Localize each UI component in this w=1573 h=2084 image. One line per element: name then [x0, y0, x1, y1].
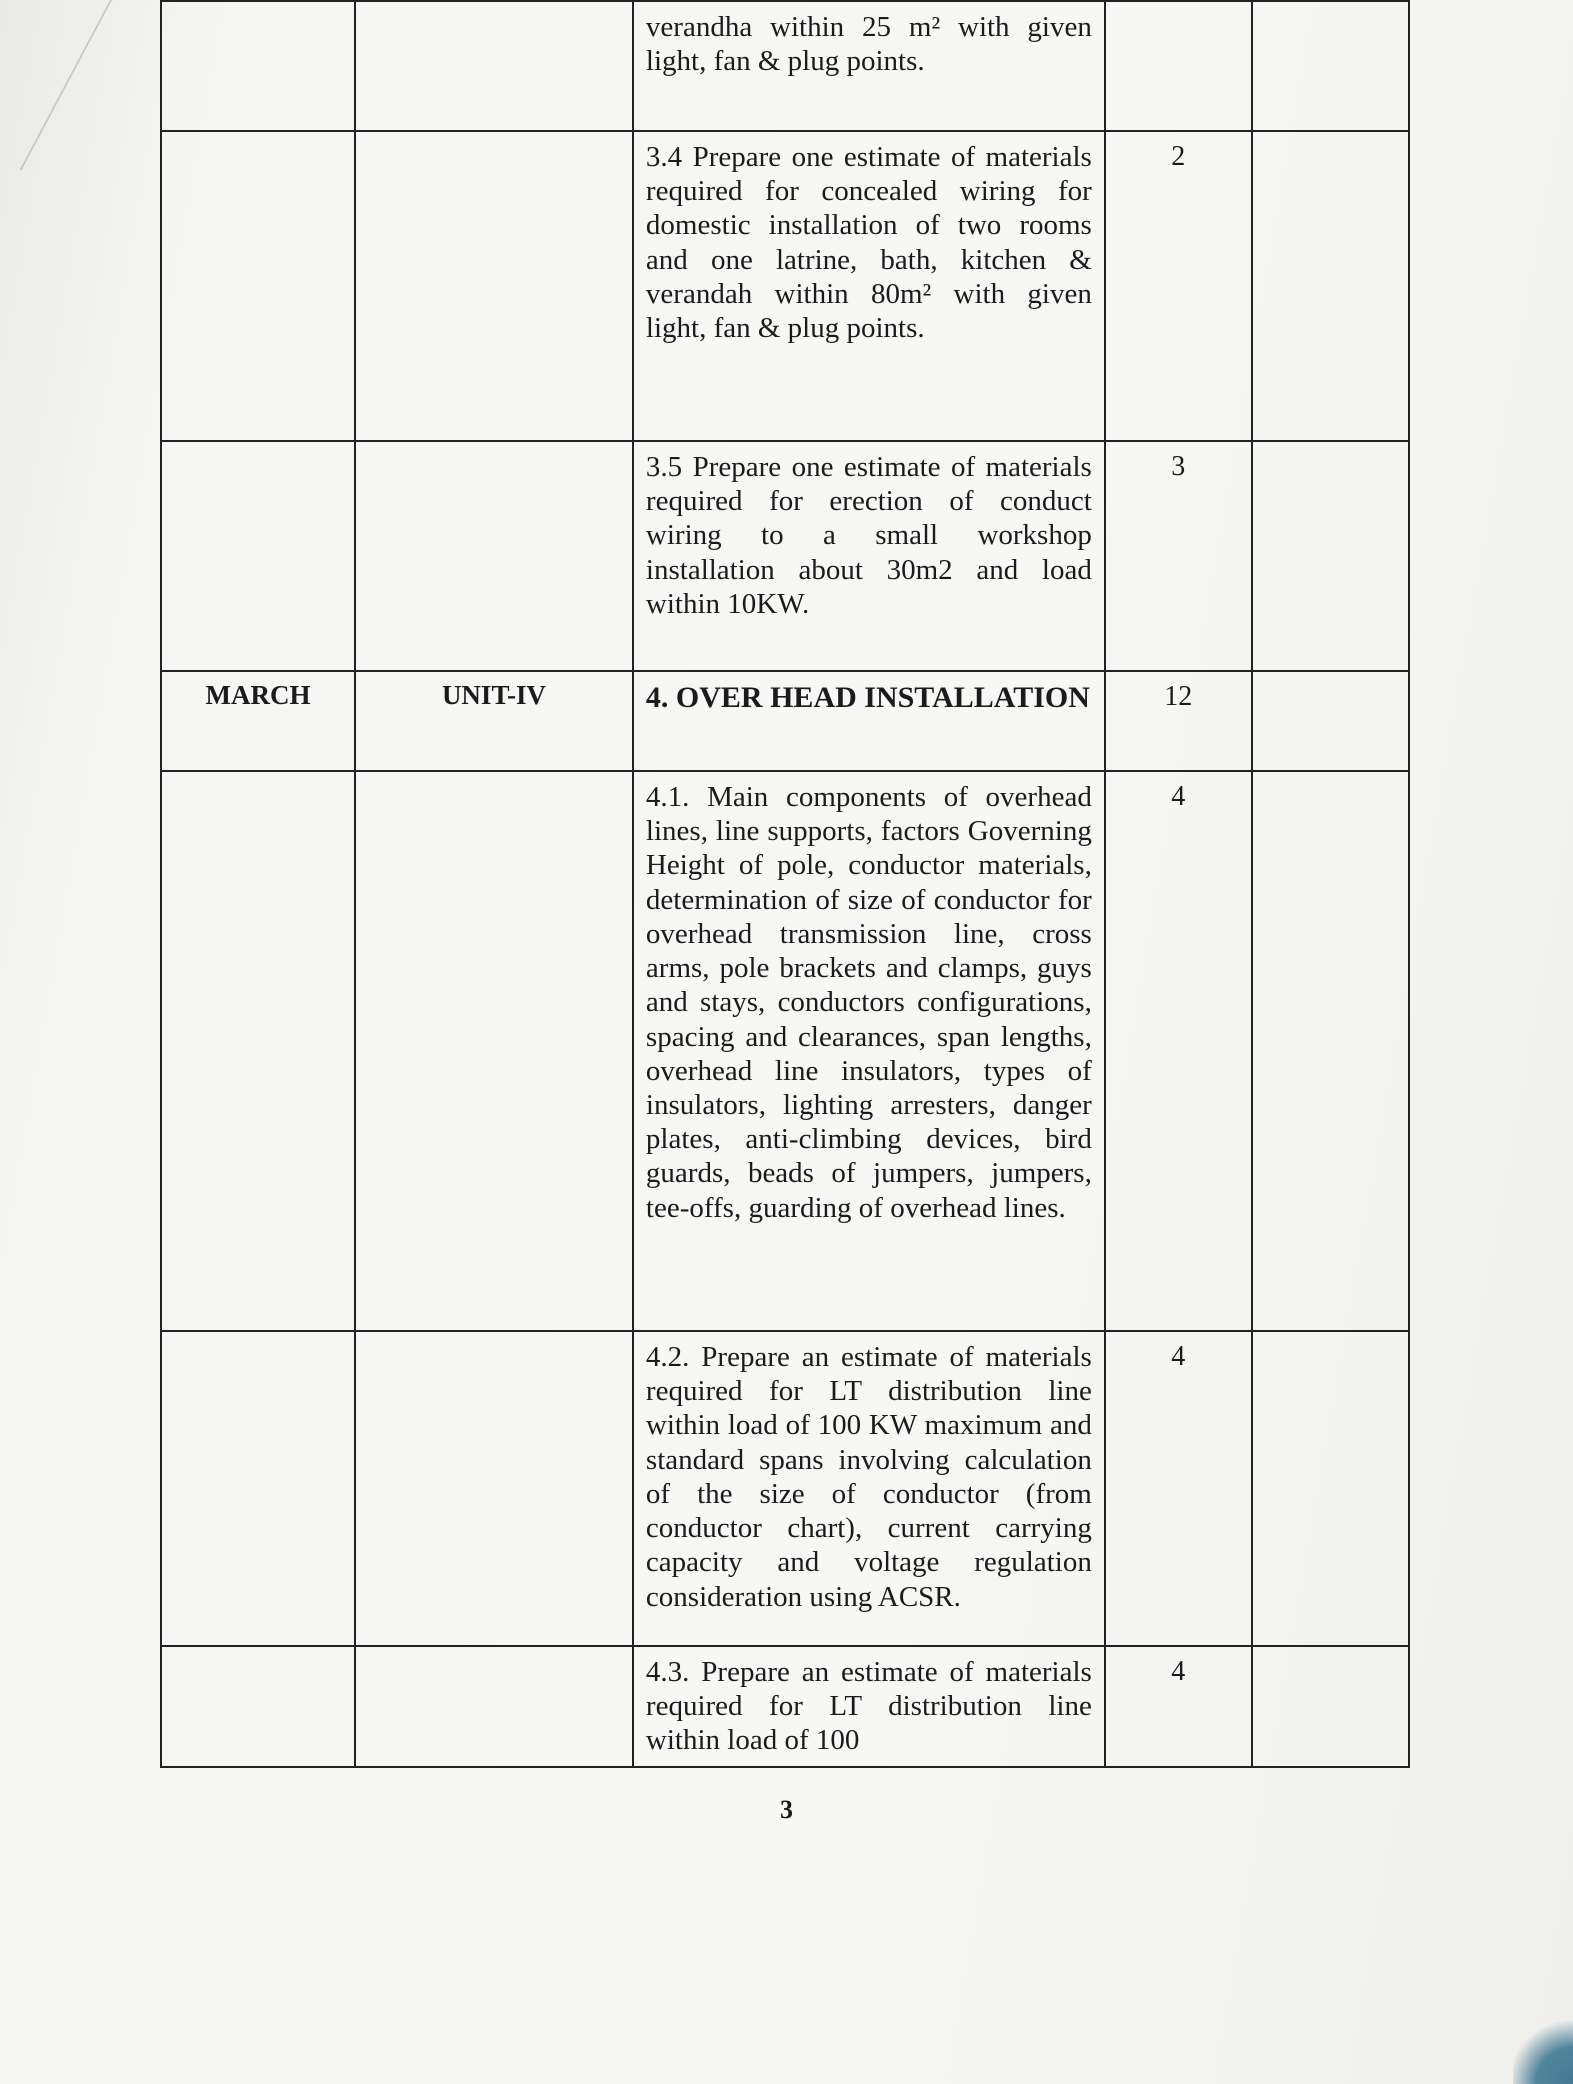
month-cell	[161, 771, 355, 1331]
extra-cell	[1252, 441, 1409, 671]
month-cell	[161, 131, 355, 441]
extra-cell	[1252, 671, 1409, 771]
extra-cell	[1252, 1, 1409, 131]
month-cell	[161, 1, 355, 131]
unit-cell	[355, 441, 633, 671]
table-row	[161, 131, 1409, 441]
month-cell	[161, 1331, 355, 1646]
topic-cell: 3.4 Prepare one estimate of materials required for concealed wiring for domestic installation of two rooms and one latrine, bath, kitchen & verandah within 80m² with given light, fan & plug points.	[633, 131, 1105, 441]
table-row	[161, 1, 1409, 131]
table-row	[161, 1331, 1409, 1646]
month-cell	[161, 1646, 355, 1767]
hours-cell: 12	[1105, 671, 1252, 771]
extra-cell	[1252, 1646, 1409, 1767]
extra-cell	[1252, 1331, 1409, 1646]
month-cell: MARCH	[161, 671, 355, 771]
unit-cell	[355, 1331, 633, 1646]
table-row	[161, 771, 1409, 1331]
page-corner-stain	[1513, 2014, 1573, 2084]
hours-cell: 3	[1105, 441, 1252, 671]
section-heading: 4. OVER HEAD INSTALLATION	[633, 671, 1105, 771]
month-cell	[161, 441, 355, 671]
topic-cell: 4.3. Prepare an estimate of materials required for LT distribution line within load of 100	[633, 1646, 1105, 1767]
extra-cell	[1252, 771, 1409, 1331]
hours-cell	[1105, 1, 1252, 131]
page-fold-shadow	[0, 0, 112, 170]
unit-cell	[355, 771, 633, 1331]
hours-cell: 4	[1105, 771, 1252, 1331]
syllabus-table	[160, 0, 1410, 1768]
table-row	[161, 441, 1409, 671]
page-number: 3	[780, 1795, 793, 1824]
unit-cell	[355, 1646, 633, 1767]
table-row	[161, 1646, 1409, 1767]
topic-cell: 4.2. Prepare an estimate of materials required for LT distribution line within load of 100 KW maximum and standard spans involving calculation of the size of conductor (from conductor chart), current carrying capacity and voltage regulation consideration using ACSR.	[633, 1331, 1105, 1646]
hours-cell: 4	[1105, 1646, 1252, 1767]
hours-cell: 4	[1105, 1331, 1252, 1646]
topic-cell: 3.5 Prepare one estimate of materials required for erection of conduct wiring to a small workshop installation about 30m2 and load within 10KW.	[633, 441, 1105, 671]
unit-cell	[355, 131, 633, 441]
topic-cell: 4.1. Main components of overhead lines, line supports, factors Governing Height of pole, conductor materials, determination of size of conductor for overhead transmission line, cross arms, pole brackets and clamps, guys and stays, conductors configurations, spacing and clearances, span lengths, overhead line insulators, types of insulators, lighting arresters, danger plates, anti-climbing devices, bird guards, beads of jumpers, jumpers, tee-offs, guarding of overhead lines.	[633, 771, 1105, 1331]
unit-cell: UNIT-IV	[355, 671, 633, 771]
hours-cell: 2	[1105, 131, 1252, 441]
unit-cell	[355, 1, 633, 131]
topic-cell: verandha within 25 m² with given light, fan & plug points.	[633, 1, 1105, 131]
table-row	[161, 671, 1409, 771]
extra-cell	[1252, 131, 1409, 441]
